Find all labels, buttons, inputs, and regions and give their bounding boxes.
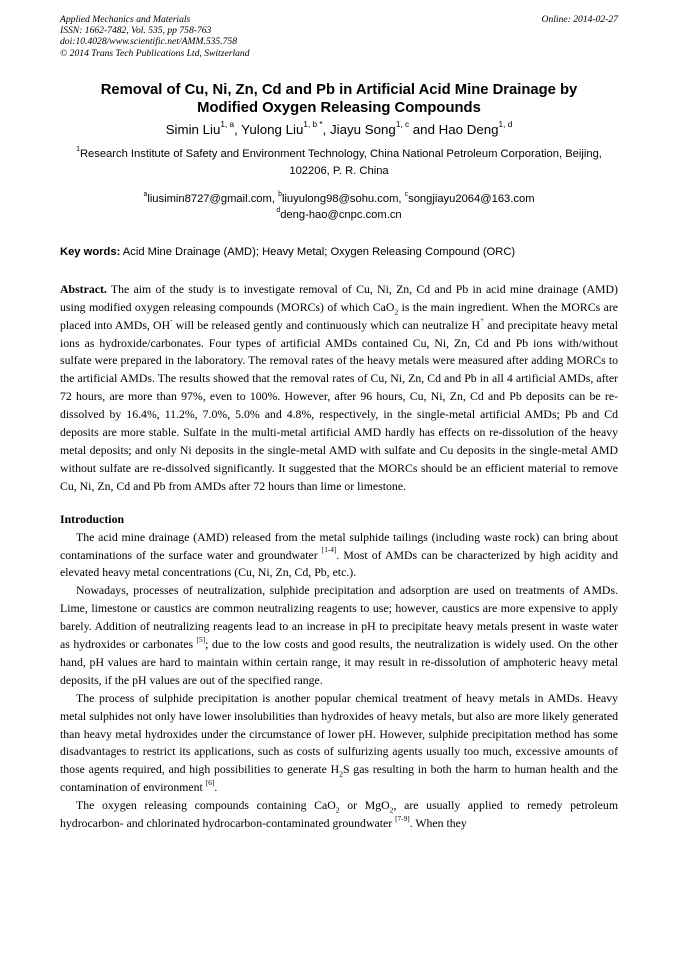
- intro-paragraph: [60, 529, 618, 583]
- author-affiliation-mark: 1, d: [498, 119, 513, 129]
- subscript: 2: [389, 805, 394, 815]
- affiliation-mark: 1: [76, 145, 80, 153]
- email-mark: a: [143, 190, 148, 198]
- section-heading-introduction: Introduction: [60, 511, 125, 526]
- affiliation-text: Research Institute of Safety and Environment Technology, China National Petroleum Corporation, Beijing, 102206, P. R. China: [79, 147, 602, 178]
- journal-copyright: © 2014 Trans Tech Publications Ltd, Switzerland: [60, 47, 250, 59]
- subscript: 2: [335, 805, 340, 815]
- author-affiliation-mark: 1, c: [395, 119, 410, 129]
- superscript: -: [170, 315, 173, 325]
- journal-issn: ISSN: 1662-7482, Vol. 535, pp 758-763: [60, 25, 212, 37]
- affiliation: [60, 146, 618, 181]
- abstract-text: The aim of the study is to investigate removal of Cu, Ni, Zn, Cd and Pb in acid mine drainage (AMD) using modified oxygen releasing compounds (MORCs) of which CaO: [60, 281, 618, 314]
- paragraph-text: S gas resulting in both the harm to human health and the contamination of environment: [60, 762, 618, 795]
- intro-paragraph: [60, 797, 618, 833]
- subscript: 2: [394, 307, 399, 317]
- journal-doi: doi:10.4028/www.scientific.net/AMM.535.758: [60, 36, 238, 48]
- title-line-1: Removal of Cu, Ni, Zn, Cd and Pb in Artificial Acid Mine Drainage by: [100, 81, 578, 98]
- author-name: Yulong Liu: [241, 121, 304, 137]
- title-line-2: Modified Oxygen Releasing Compounds: [197, 99, 481, 116]
- abstract: [60, 281, 618, 496]
- email-list: [60, 191, 618, 223]
- email-mark: d: [276, 206, 281, 214]
- keywords: [60, 244, 618, 260]
- keywords-label: Key words:: [60, 245, 121, 258]
- intro-paragraph: [60, 582, 618, 689]
- citation-ref: [5]: [196, 634, 206, 644]
- abstract-text: is the main ingredient. When the MORCs are placed into AMDs, OH: [60, 299, 618, 332]
- abstract-text: and precipitate heavy metal ions as hydroxide/carbonates. Four types of artificial AMDs contained Cu, Ni, Zn, Cd and Pb ions with/without sulfate were prepared in the laboratory. The removal rates of the heavy metals were measured after adding MORCs to the artificial AMDs. The results showed that the removal rates of Cu, Ni, Zn, Cd and Pb in all 4 artificial AMDs, after 72 hours, are more than 97%, even to 100%. However, after 96 hours, Cu, Ni, Zn, Cd and Pb deposits can be re-dissolved by 16.4%, 11.2%, 7.0%, 5.0% and 4.8%, respectively, in the single-metal artificial AMDs; Pb and Cd deposits are more stable. Sulfate in the multi-metal artificial AMD hardly has effects on re-dissolution of the heavy metal deposits; and only Ni deposits in the single-metal AMD with sulfate and Cu deposits in the single-metal AMD without sulfate are re-dissolved significantly. It suggested that the MORCs should be an efficient material to remove Cu, Ni, Zn, Cd and Pb from AMDs after 72 hours than lime or limestone.: [60, 317, 618, 493]
- author-list: Simin Liu$^{1, a}$, Yulong Liu$^{1, b *}$, Jiayu Song$^{1, c}$ and Hao Deng$^{1, d}$: [165, 119, 513, 137]
- keywords-text: Acid Mine Drainage (AMD); Heavy Metal; Oxygen Releasing Compound (ORC): [120, 245, 516, 258]
- paragraph-text: The process of sulphide precipitation is another popular chemical treatment of heavy metals in AMDs. Heavy metal sulphides not only have lower insolubilities than hydroxides of heavy metals, but also are more likely generated than heavy metal hydroxides under the circumstance of lower pH. However, sulphide precipitation method has some disadvantages to restrict its applications, such as costs of sulfurizing agents usually too much, excessive amounts of those agents required, and high possibilities to generate H: [60, 690, 618, 777]
- paragraph-text: . When they: [409, 816, 467, 831]
- paper-title: [60, 81, 618, 117]
- paragraph-text: ; due to the low costs and good results, the neutralization is widely used. On the other hand, pH values are hard to maintain within certain range, it may result in re-dissolution of amphoteric heavy metal deposits, if the pH values are out of the specified range.: [60, 637, 618, 687]
- email-link[interactable]: songjiayu2064@163.com: [408, 192, 535, 205]
- citation-ref: [7-9]: [395, 813, 410, 823]
- author-name: Jiayu Song: [330, 121, 396, 137]
- paragraph-text: Nowadays, processes of neutralization, sulphide precipitation and adsorption are used on treatments of AMDs. Lime, limestone or caustics are common neutralizing reagents to use; however, caustics are more expensive to apply barely. Addition of neutralizing reagents lead to an increase in pH to precipitate heavy metals present in waste water as hydroxides or carbonates: [60, 583, 618, 652]
- online-date: Online: 2014-02-27: [541, 14, 618, 25]
- author-name: and Hao Deng: [409, 121, 499, 137]
- email-link[interactable]: deng-hao@cnpc.com.cn: [280, 208, 402, 221]
- subscript: 2: [339, 769, 343, 779]
- email-mark: b: [278, 190, 282, 198]
- intro-paragraph: [60, 690, 618, 797]
- paragraph-text: .: [214, 780, 218, 795]
- author-affiliation-mark: 1, a: [220, 119, 235, 129]
- paragraph-text: The acid mine drainage (AMD) released from the metal sulphide tailings (including waste rock) can bring about contaminations of the surface water and groundwater: [60, 529, 618, 562]
- paragraph-text: or MgO: [339, 798, 390, 813]
- paragraph-text: . Most of AMDs can be characterized by high acidity and elevated heavy metal concentrations (Cu, Ni, Zn, Cd, Pb, etc.).: [60, 547, 618, 580]
- email-mark: c: [404, 190, 409, 198]
- paragraph-text: The oxygen releasing compounds containing CaO: [76, 798, 336, 813]
- paragraph-text: , are usually applied to remedy petroleum hydrocarbon- and chlorinated hydrocarbon-contaminated groundwater: [60, 798, 618, 831]
- journal-header: [60, 14, 618, 59]
- author-affiliation-mark: 1, b *: [303, 119, 323, 129]
- superscript: +: [480, 315, 485, 325]
- email-link[interactable]: liuyulong98@sohu.com,: [281, 192, 405, 205]
- citation-ref: [1-4]: [321, 545, 337, 555]
- email-link[interactable]: liusimin8727@gmail.com,: [147, 192, 279, 205]
- abstract-label: Abstract.: [60, 281, 107, 296]
- journal-name: Applied Mechanics and Materials: [60, 14, 191, 25]
- citation-ref: [6]: [205, 777, 215, 787]
- author-name: Simin Liu: [165, 121, 221, 137]
- abstract-text: will be released gently and continuously which can neutralize H: [172, 317, 481, 332]
